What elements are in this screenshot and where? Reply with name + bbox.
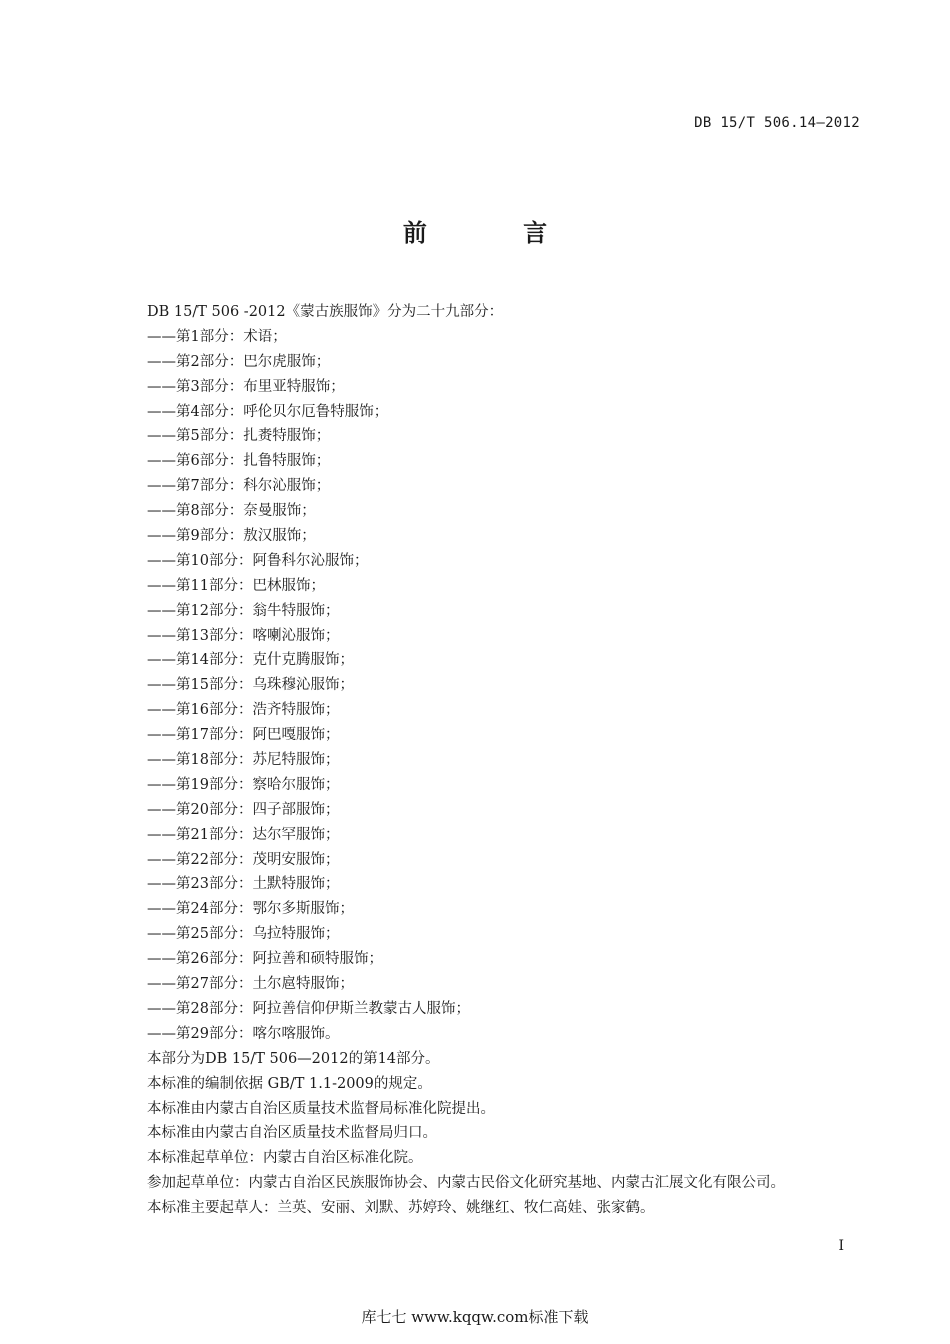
part-list-item: ——第18部分：苏尼特服饰；: [147, 752, 340, 769]
page-title: 前 言: [402, 219, 592, 247]
page-number: I: [838, 1238, 844, 1254]
part-list-item: ——第10部分：阿鲁科尔沁服饰；: [147, 552, 369, 569]
part-list-item: ——第24部分：鄂尔多斯服饰；: [147, 901, 354, 918]
statement-line: 本标准主要起草人：兰英、安丽、刘默、苏婷玲、姚继红、牧仁高娃、张家鹤。: [147, 1200, 655, 1217]
part-list-item: ——第17部分：阿巴嘎服饰；: [147, 727, 340, 744]
part-list-item: ——第15部分：乌珠穆沁服饰；: [147, 677, 354, 694]
part-list-item: ——第4部分：呼伦贝尔厄鲁特服饰；: [147, 403, 389, 420]
foreword-body: [147, 300, 877, 1221]
part-list-item: ——第26部分：阿拉善和硕特服饰；: [147, 951, 383, 968]
statement-line: 本标准起草单位：内蒙古自治区标准化院。: [147, 1150, 423, 1167]
statement-line: 本标准由内蒙古自治区质量技术监督局归口。: [147, 1125, 437, 1142]
part-list-item: ——第1部分：术语；: [147, 328, 287, 345]
part-list-item: ——第13部分：喀喇沁服饰；: [147, 627, 340, 644]
parts-list: [147, 325, 877, 1047]
part-list-item: ——第21部分：达尔罕服饰；: [147, 826, 340, 843]
statement-line: 本标准由内蒙古自治区质量技术监督局标准化院提出。: [147, 1100, 495, 1117]
part-list-item: ——第9部分：敖汉服饰；: [147, 528, 316, 545]
intro-line: DB 15/T 506 -2012《蒙古族服饰》分为二十九部分：: [147, 304, 504, 320]
statement-line: 本标准的编制依据 GB/T 1.1-2009的规定。: [147, 1075, 432, 1092]
part-list-item: ——第25部分：乌拉特服饰；: [147, 926, 340, 943]
statement-line: 本部分为DB 15/T 506—2012的第14部分。: [147, 1050, 440, 1067]
part-list-item: ——第23部分：土默特服饰；: [147, 876, 340, 893]
statements-list: [147, 1047, 877, 1221]
part-list-item: ——第16部分：浩齐特服饰；: [147, 702, 340, 719]
statement-line: 参加起草单位：内蒙古自治区民族服饰协会、内蒙古民俗文化研究基地、内蒙古汇展文化有限公司。: [147, 1175, 785, 1192]
part-list-item: ——第19部分：察哈尔服饰；: [147, 776, 340, 793]
footer-watermark: 库七七 www.kqqw.com标准下载: [361, 1308, 589, 1326]
part-list-item: ——第8部分：奈曼服饰；: [147, 503, 316, 520]
part-list-item: ——第6部分：扎鲁特服饰；: [147, 453, 331, 470]
part-list-item: ——第7部分：科尔沁服饰；: [147, 478, 331, 495]
part-list-item: ——第27部分：土尔扈特服饰；: [147, 976, 354, 993]
part-list-item: ——第5部分：扎赉特服饰；: [147, 428, 331, 445]
part-list-item: ——第28部分：阿拉善信仰伊斯兰教蒙古人服饰；: [147, 1000, 470, 1017]
part-list-item: ——第11部分：巴林服饰；: [147, 577, 325, 594]
part-list-item: ——第2部分：巴尔虎服饰；: [147, 353, 331, 370]
part-list-item: ——第12部分：翁牛特服饰；: [147, 602, 340, 619]
part-list-item: ——第22部分：茂明安服饰；: [147, 851, 340, 868]
part-list-item: ——第20部分：四子部服饰；: [147, 801, 340, 818]
part-list-item: ——第29部分：喀尔喀服饰。: [147, 1025, 340, 1042]
part-list-item: ——第14部分：克什克腾服饰；: [147, 652, 354, 669]
document-code: DB 15/T 506.14—2012: [694, 115, 860, 131]
part-list-item: ——第3部分：布里亚特服饰；: [147, 378, 345, 395]
